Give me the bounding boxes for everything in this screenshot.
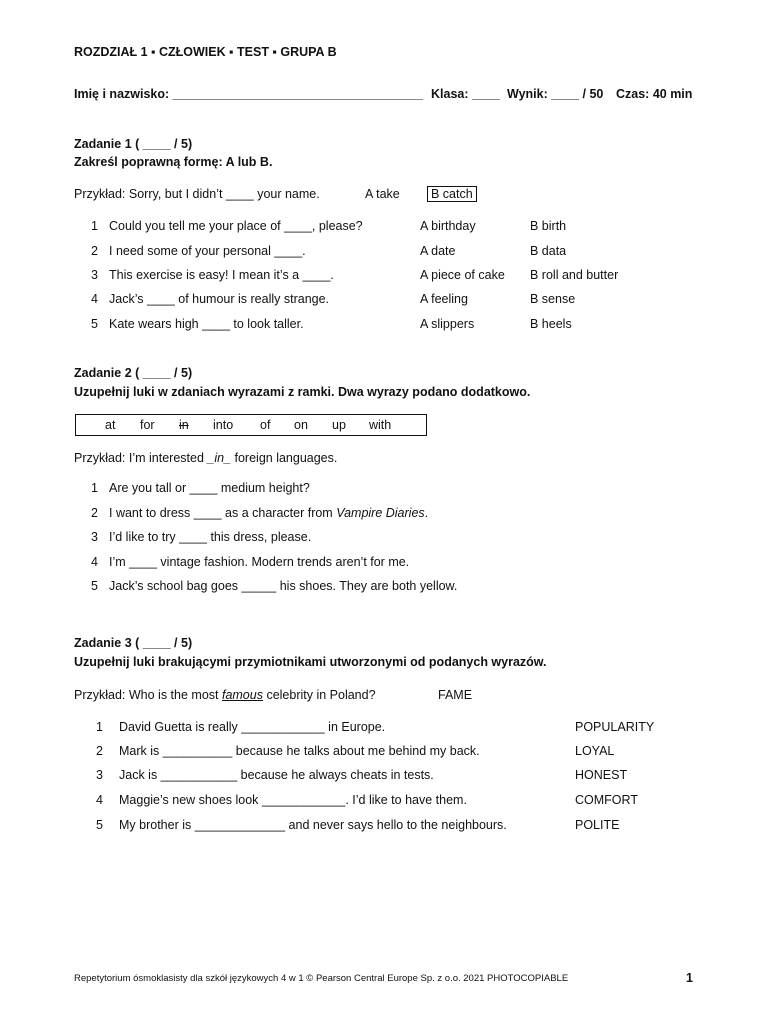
task3-title: Zadanie 3 ( ____ / 5) <box>74 636 193 650</box>
option-a[interactable]: A date <box>420 244 456 258</box>
option-b[interactable]: B sense <box>530 292 576 306</box>
option-a[interactable]: A piece of cake <box>420 268 505 282</box>
class-field-label: Klasa: ____ <box>431 87 500 101</box>
word-bank-item: on <box>294 418 308 432</box>
item-number: 4 <box>91 292 98 306</box>
item-sentence: Jack’s school bag goes _____ his shoes. They are both yellow. <box>109 579 458 593</box>
task3-example: Przykład: Who is the most famous celebrity in Poland? <box>74 688 376 702</box>
item-number: 5 <box>91 317 98 331</box>
word-bank-item: into <box>213 418 234 432</box>
item-number: 4 <box>96 793 103 807</box>
score-field-label: Wynik: ____ / 50 <box>507 87 604 101</box>
task1-example-option-a: A take <box>365 187 400 201</box>
item-sentence: Could you tell me your place of ____, please? <box>109 219 363 233</box>
task3-instruction: Uzupełnij luki brakującymi przymiotnikami utworzonymi od podanych wyrazów. <box>74 655 547 669</box>
time-label: Czas: 40 min <box>616 87 693 101</box>
option-b[interactable]: B roll and butter <box>530 268 619 282</box>
example-answer: famous <box>221 688 263 702</box>
item-sentence: I need some of your personal ____. <box>109 244 306 258</box>
item-number: 1 <box>91 481 98 495</box>
name-field-label: Imię i nazwisko: ____________________________________ <box>74 87 423 101</box>
item-number: 3 <box>91 530 98 544</box>
item-number: 5 <box>91 579 98 593</box>
option-a[interactable]: A feeling <box>420 292 468 306</box>
word-bank-item: for <box>140 418 155 432</box>
base-word: POPULARITY <box>575 720 655 734</box>
task3-example-word: FAME <box>438 688 473 702</box>
word-bank-item: of <box>260 418 271 432</box>
word-bank-item: at <box>105 418 116 432</box>
item-sentence: Jack is ___________ because he always cheats in tests. <box>119 768 434 782</box>
item-sentence: I’m ____ vintage fashion. Modern trends aren’t for me. <box>109 555 410 569</box>
item-sentence: My brother is _____________ and never says hello to the neighbours. <box>119 818 507 832</box>
task1-title: Zadanie 1 ( ____ / 5) <box>74 137 193 151</box>
item-number: 2 <box>91 244 98 258</box>
base-word: HONEST <box>575 768 628 782</box>
task1-example: Przykład: Sorry, but I didn’t ____ your name. <box>74 187 320 201</box>
item-number: 3 <box>91 268 98 282</box>
option-a[interactable]: A birthday <box>420 219 476 233</box>
item-sentence: This exercise is easy! I mean it’s a ____. <box>109 268 334 282</box>
task2-instruction: Uzupełnij luki w zdaniach wyrazami z ramki. Dwa wyrazy podano dodatkowo. <box>74 385 531 399</box>
option-b[interactable]: B birth <box>530 219 567 233</box>
item-number: 4 <box>91 555 98 569</box>
page-number: 1 <box>686 971 693 985</box>
option-b[interactable]: B heels <box>530 317 572 331</box>
item-sentence: Mark is __________ because he talks about me behind my back. <box>119 744 480 758</box>
task2-title: Zadanie 2 ( ____ / 5) <box>74 366 193 380</box>
option-b[interactable]: B data <box>530 244 567 258</box>
word-bank-item: up <box>332 418 346 432</box>
item-number: 1 <box>91 219 98 233</box>
item-number: 3 <box>96 768 103 782</box>
example-answer: _in_ <box>207 451 232 465</box>
item-sentence: David Guetta is really ____________ in Europe. <box>119 720 386 734</box>
item-number: 1 <box>96 720 103 734</box>
item-sentence: Are you tall or ____ medium height? <box>109 481 310 495</box>
option-a[interactable]: A slippers <box>420 317 475 331</box>
base-word: LOYAL <box>575 744 615 758</box>
item-sentence: Maggie’s new shoes look ____________. I’d like to have them. <box>119 793 467 807</box>
base-word: COMFORT <box>575 793 638 807</box>
task1-instruction: Zakreśl poprawną formę: A lub B. <box>74 155 273 169</box>
word-bank-item: with <box>369 418 392 432</box>
page-title: ROZDZIAŁ 1 ▪ CZŁOWIEK ▪ TEST ▪ GRUPA B <box>74 45 337 59</box>
item-sentence: Kate wears high ____ to look taller. <box>109 317 304 331</box>
item-number: 5 <box>96 818 103 832</box>
word-bank-box <box>75 414 427 436</box>
task1-example-option-b-circled: B catch <box>427 186 477 202</box>
task2-example: Przykład: I’m interested _in_ foreign languages. <box>74 451 338 465</box>
item-sentence: I’d like to try ____ this dress, please. <box>109 530 312 544</box>
footer-copyright: Repetytorium ósmoklasisty dla szkół językowych 4 w 1 © Pearson Central Europe Sp. z o.o. 2021 PHOTOCOPIABLE <box>74 973 569 984</box>
item-number: 2 <box>91 506 98 520</box>
base-word: POLITE <box>575 818 620 832</box>
word-bank-item-used: in <box>179 418 189 432</box>
item-sentence: Jack’s ____ of humour is really strange. <box>109 292 330 306</box>
item-sentence: I want to dress ____ as a character from Vampire Diaries. <box>109 506 429 520</box>
item-number: 2 <box>96 744 103 758</box>
